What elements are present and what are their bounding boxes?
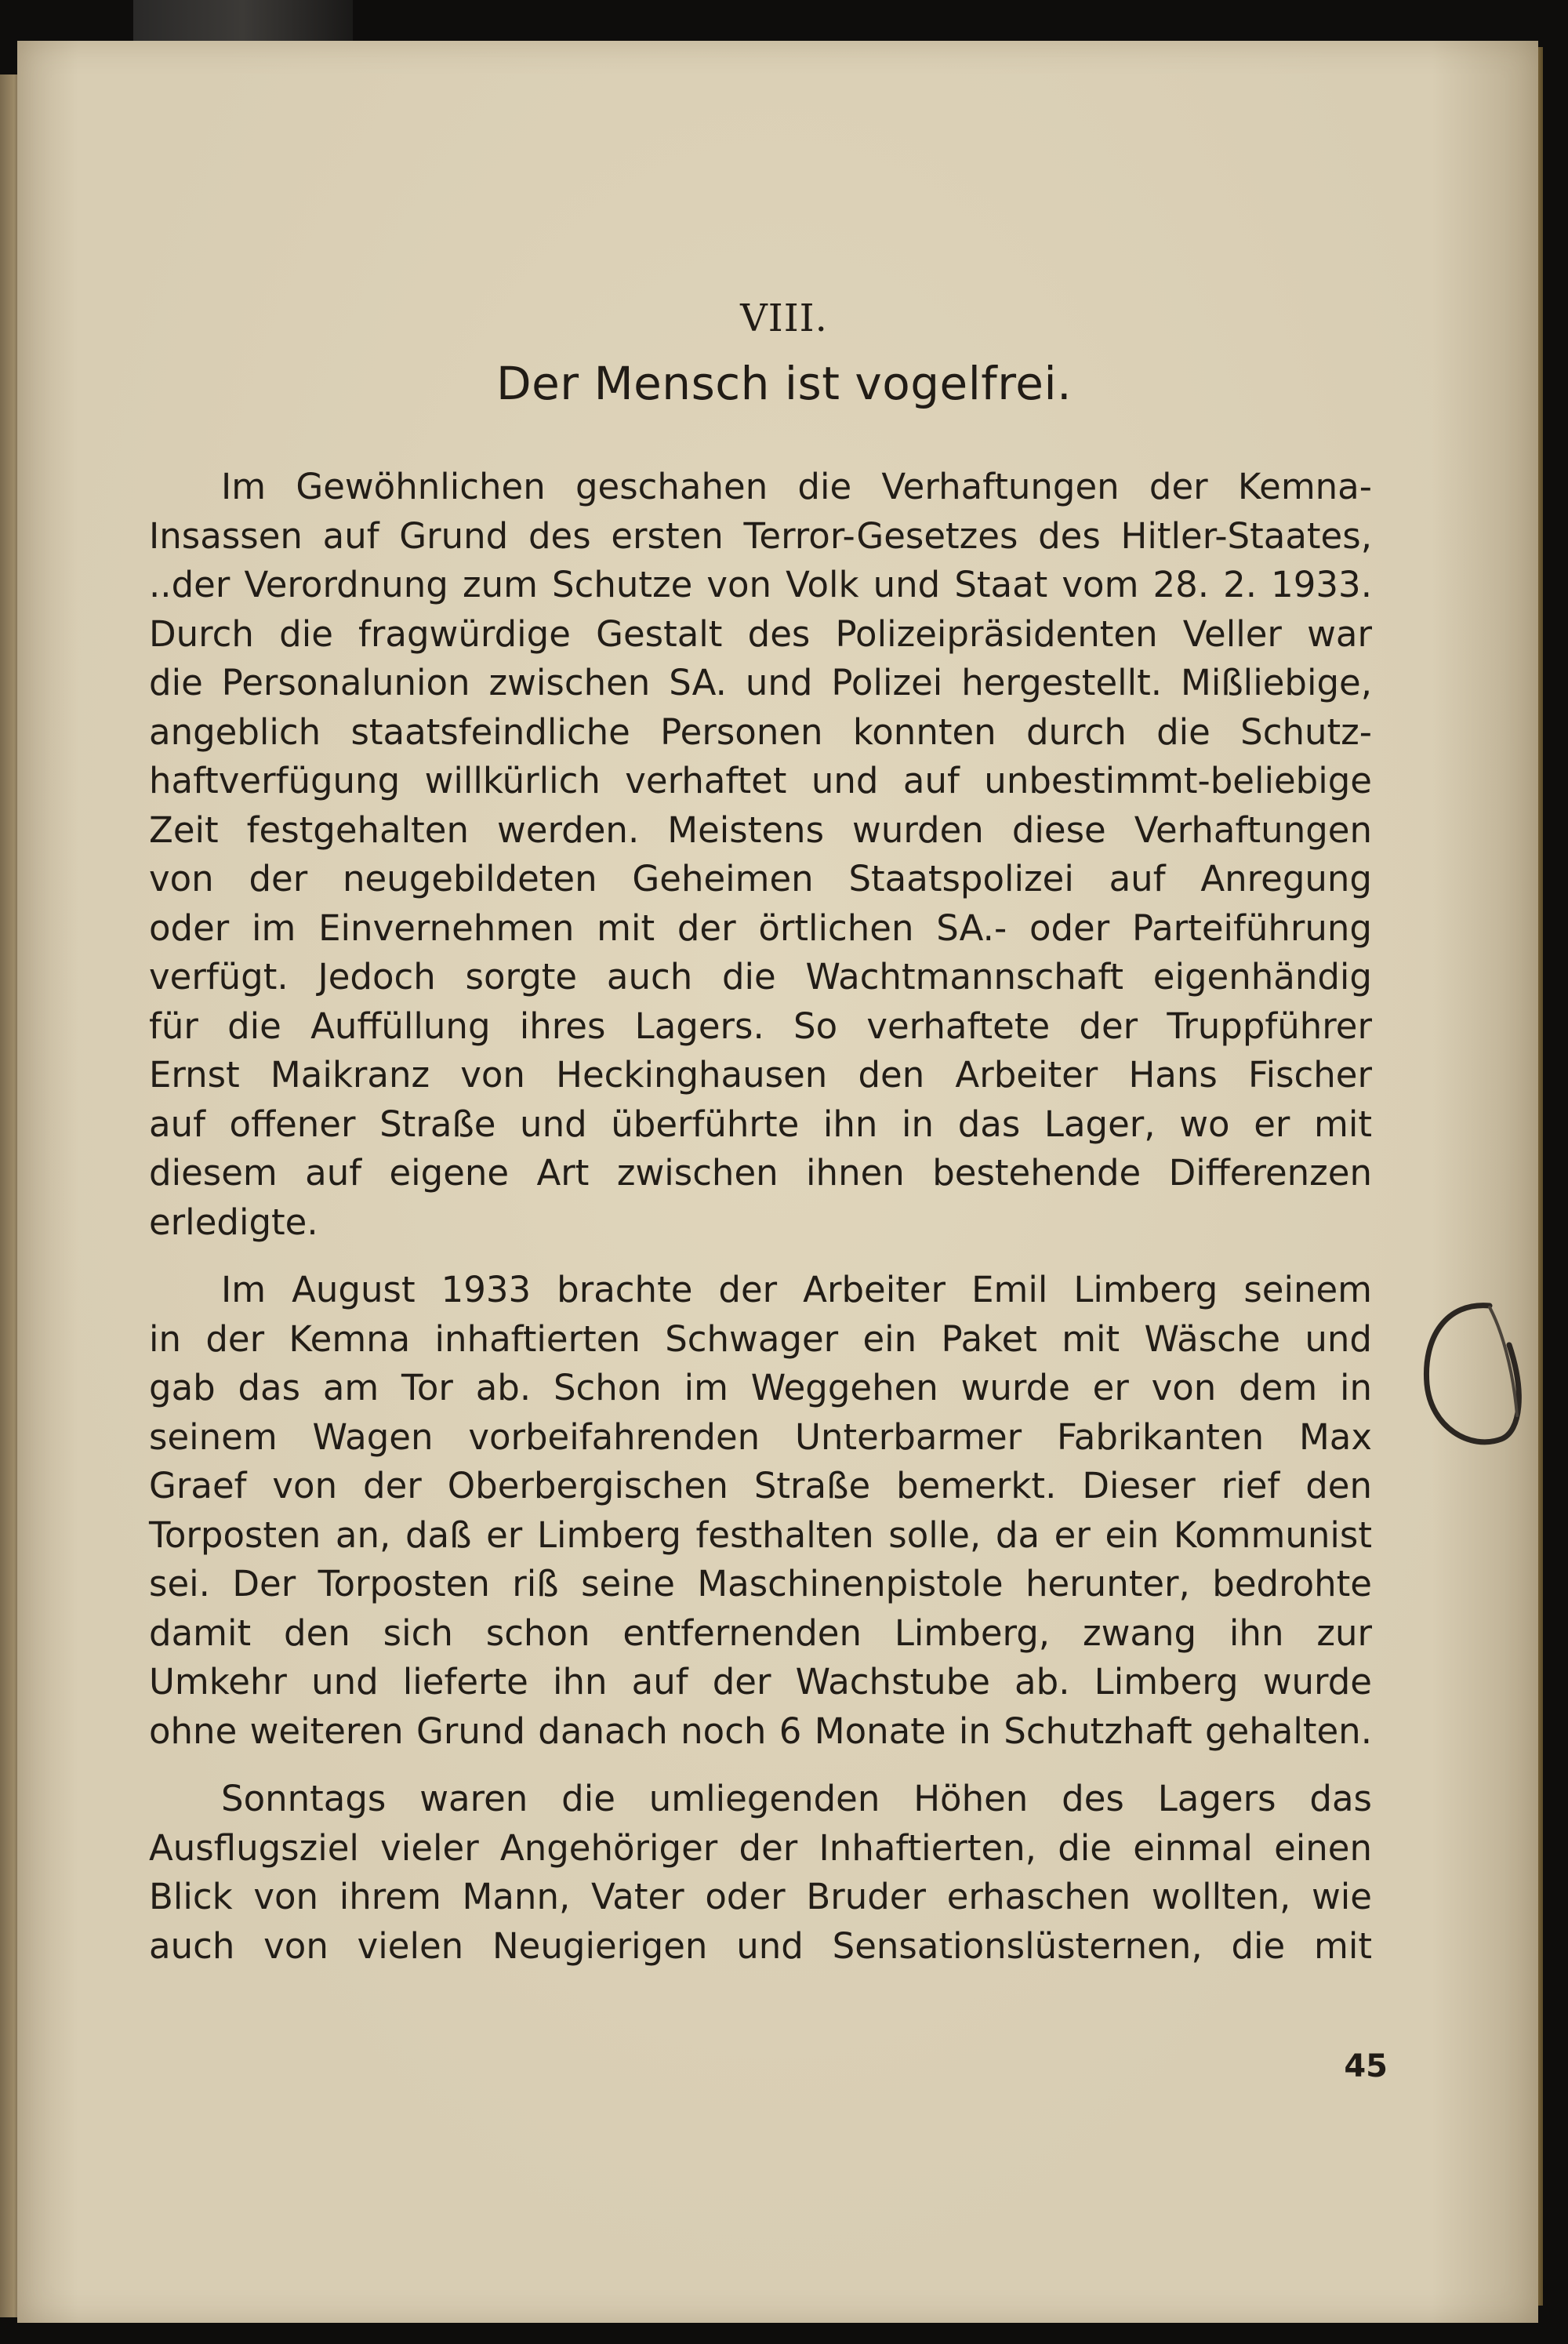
text-line: ohne weiteren Grund danach noch 6 Monate in Schutzhaft gehalten.	[149, 1710, 1372, 1752]
text-line: damit den sich schon entfernenden Limberg, zwang ihn zur	[149, 1612, 1372, 1654]
text-line: Insassen auf Grund des ersten Terror-Gesetzes des Hitler-Staates,	[149, 514, 1372, 557]
text-line: diesem auf eigene Art zwischen ihnen bestehende Differenzen	[149, 1152, 1372, 1194]
paragraph-2	[149, 1266, 1372, 1756]
paragraph-3	[149, 1775, 1372, 1971]
text-line: Sonntags waren die umliegenden Höhen des Lagers das	[221, 1778, 1372, 1819]
page-number: 45	[1344, 2048, 1388, 2084]
text-line: haftverfügung willkürlich verhaftet und auf unbestimmt-beliebige	[149, 760, 1372, 801]
text-line: ..der Verordnung zum Schutze von Volk und Staat vom 28. 2. 1933.	[149, 564, 1372, 605]
text-line: seinem Wagen vorbeifahrenden Unterbarmer Fabrikanten Max	[149, 1415, 1372, 1458]
text-line: Im Gewöhnlichen geschahen die Verhaftungen der Kemna-	[221, 466, 1372, 507]
text-line: Torposten an, daß er Limberg festhalten solle, da er ein Kommunist	[149, 1514, 1372, 1556]
text-line: für die Auffüllung ihres Lagers. So verhaftete der Truppführer	[149, 1005, 1372, 1047]
text-line: Durch die fragwürdige Gestalt des Polizeipräsidenten Veller war	[149, 612, 1372, 655]
text-line: Umkehr und lieferte ihn auf der Wachstube ab. Limberg wurde	[149, 1661, 1372, 1703]
text-line: Ernst Maikranz von Heckinghausen den Arbeiter Hans Fischer	[149, 1054, 1372, 1096]
text-line: Ausflugsziel vieler Angehöriger der Inhaftierten, die einmal einen	[149, 1826, 1372, 1869]
text-line: Zeit festgehalten werden. Meistens wurden diese Verhaftungen	[149, 809, 1372, 851]
text-line: oder im Einvernehmen mit der örtlichen SA.- oder Parteiführung	[149, 907, 1372, 949]
text-line: auf offener Straße und überführte ihn in das Lager, wo er mit	[149, 1103, 1372, 1145]
paper-clip-icon	[1415, 1298, 1525, 1463]
text-line: sei. Der Torposten riß seine Maschinenpistole herunter, bedrohte	[149, 1563, 1372, 1604]
body-text	[149, 463, 1372, 1971]
text-line: erledigte.	[149, 1201, 318, 1243]
text-line: in der Kemna inhaftierten Schwager ein Paket mit Wäsche und	[149, 1317, 1372, 1360]
text-line: auch von vielen Neugierigen und Sensationslüsternen, die mit	[149, 1924, 1372, 1967]
paragraph-1	[149, 463, 1372, 1247]
text-line: Blick von ihrem Mann, Vater oder Bruder erhaschen wollten, wie	[149, 1876, 1372, 1917]
chapter-number: VIII.	[740, 296, 828, 340]
text-line: Im August 1933 brachte der Arbeiter Emil Limberg seinem	[221, 1269, 1372, 1310]
text-line: die Personalunion zwischen SA. und Polizei hergestellt. Mißliebige,	[149, 662, 1372, 703]
chapter-title: Der Mensch ist vogelfrei.	[495, 357, 1073, 410]
text-line: verfügt. Jedoch sorgte auch die Wachtmannschaft eigenhändig	[149, 956, 1372, 998]
text-line: gab das am Tor ab. Schon im Weggehen wurde er von dem in	[149, 1367, 1372, 1408]
text-line: angeblich staatsfeindliche Personen konnten durch die Schutz-	[149, 710, 1372, 753]
text-line: von der neugebildeten Geheimen Staatspolizei auf Anregung	[149, 858, 1372, 899]
text-line: Graef von der Oberbergischen Straße bemerkt. Dieser rief den	[149, 1465, 1372, 1506]
